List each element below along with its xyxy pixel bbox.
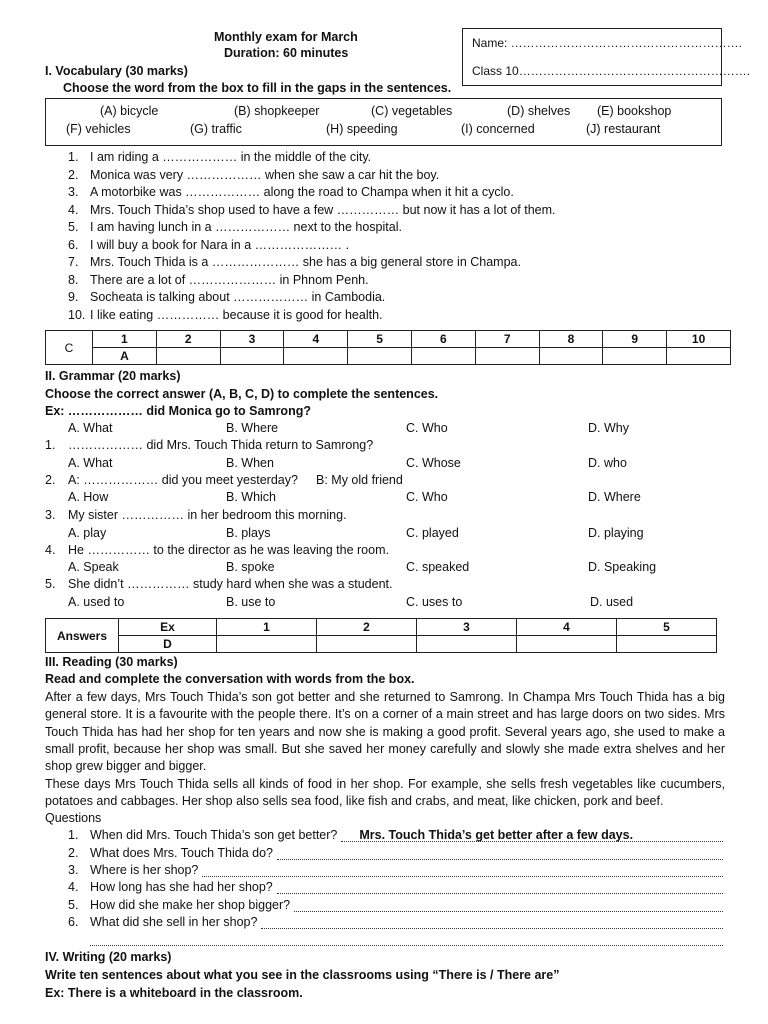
answer-number: 3 <box>417 619 517 636</box>
reading-paragraph-1: After a few days, Mrs Touch Thida’s son got better and she returned to Samrong. In Champa Mrs Touch Thida has a big general store. It is a favourite with the people there. It’s on a corner of a main street and has large doors on two sides. Mrs Touch Thida has had her shop for ten years and now she is making a good profit. Several years ago, she used to make a small profit, because her shop was small. But she saved her money carefully and slowly she made extra shelves and her shop grew bigger and bigger. <box>45 690 725 774</box>
vocab-sentence: 9. Socheata is talking about ……………… in Cambodia. <box>68 290 386 304</box>
answer-cell[interactable] <box>217 636 317 653</box>
choice-a[interactable]: A. used to <box>68 595 125 609</box>
grammar-question: 3. My sister …………… in her bedroom this morning. <box>45 508 347 522</box>
answer-number: 6 <box>411 331 475 348</box>
choice-a[interactable]: A. What <box>68 456 113 470</box>
choice-d[interactable]: D. used <box>590 595 634 609</box>
reading-question: 5. How did she make her shop bigger? <box>68 898 723 912</box>
writing-instruction: Write ten sentences about what you see in the classrooms using “There is / There are” <box>45 968 560 982</box>
answer-number: 8 <box>539 331 603 348</box>
answer-line[interactable] <box>202 863 723 877</box>
answer-line[interactable] <box>294 898 723 912</box>
choice-b[interactable]: B. spoke <box>226 560 275 574</box>
answers-label: Answers <box>46 619 119 653</box>
choice-b: B. Where <box>226 421 279 435</box>
reading-question: 2. What does Mrs. Touch Thida do? <box>68 846 723 860</box>
answer-line[interactable] <box>261 915 723 929</box>
choice-d[interactable]: D. Speaking <box>588 560 657 574</box>
vocab-sentence: 2. Monica was very ……………… when she saw a car hit the boy. <box>68 167 440 182</box>
grammar-example: Ex: ……………… did Monica go to Samrong? <box>45 404 311 418</box>
choice-b[interactable]: B. plays <box>226 526 271 540</box>
choice-a[interactable]: A. Speak <box>68 560 119 574</box>
grammar-question: 4. He …………… to the director as he was leaving the room. <box>45 543 389 557</box>
answer-number: 9 <box>603 331 667 348</box>
grammar-question: 1. ……………… did Mrs. Touch Thida return to Samrong? <box>45 438 374 452</box>
choice-c[interactable]: C. speaked <box>406 560 470 574</box>
reading-question: 4. How long has she had her shop? <box>68 880 723 894</box>
answer-cell[interactable]: A <box>93 348 157 365</box>
word-option: (A) bicycle <box>100 104 159 118</box>
choice-b[interactable]: B. Which <box>226 490 277 504</box>
writing-example: Ex: There is a whiteboard in the classroom. <box>45 986 303 1000</box>
choice-a[interactable]: A. play <box>68 526 107 540</box>
answer-cell[interactable] <box>411 348 475 365</box>
grammar-question: 2. A: ……………… did you meet yesterday? <box>45 473 298 487</box>
word-option: (D) shelves <box>507 104 571 118</box>
answer-cell[interactable] <box>617 636 717 653</box>
vocab-sentence: 4. Mrs. Touch Thida’s shop used to have a few …………… but now it has a lot of them. <box>68 202 556 217</box>
choice-a: A. What <box>68 421 113 435</box>
vocab-sentence: 1. I am riding a ……………… in the middle of the city. <box>68 150 372 164</box>
answer-number: 5 <box>348 331 412 348</box>
word-option: (E) bookshop <box>597 104 672 118</box>
answer-number: 1 <box>93 331 157 348</box>
answer-cell[interactable] <box>475 348 539 365</box>
answer-cell[interactable] <box>417 636 517 653</box>
word-option: (C) vegetables <box>371 104 453 118</box>
word-option: (B) shopkeeper <box>234 104 320 118</box>
choice-b[interactable]: B. use to <box>226 595 276 609</box>
choice-c[interactable]: C. Whose <box>406 456 461 470</box>
reading-heading: III. Reading (30 marks) <box>45 655 178 669</box>
answer-line[interactable] <box>277 880 723 894</box>
vocab-sentence: 7. Mrs. Touch Thida is a ………………… she has a big general store in Champa. <box>68 255 521 269</box>
reading-instruction: Read and complete the conversation with words from the box. <box>45 672 415 686</box>
vocab-sentence: 5. I am having lunch in a ……………… next to the hospital. <box>68 220 402 234</box>
answer-number: 2 <box>317 619 417 636</box>
row-label: C <box>46 331 93 365</box>
answer-number: Ex <box>119 619 217 636</box>
grammar-question-response: B: My old friend <box>316 473 403 487</box>
vocab-answer-table <box>45 330 731 365</box>
answer-cell[interactable] <box>517 636 617 653</box>
exam-title: Monthly exam for March <box>214 30 358 44</box>
reading-question: 1. When did Mrs. Touch Thida’s son get better? Mrs. Touch Thida’s get better after a few days. <box>68 828 723 842</box>
word-option: (F) vehicles <box>66 122 131 136</box>
answer-number: 2 <box>156 331 220 348</box>
word-option: (J) restaurant <box>586 122 661 136</box>
answer-cell[interactable]: D <box>119 636 217 653</box>
choice-b[interactable]: B. When <box>226 456 274 470</box>
answer-cell[interactable] <box>317 636 417 653</box>
choice-d[interactable]: D. playing <box>588 526 644 540</box>
answer-line[interactable] <box>277 846 723 860</box>
answer-cell[interactable] <box>348 348 412 365</box>
choice-c: C. Who <box>406 421 448 435</box>
word-option: (H) speeding <box>326 122 398 136</box>
answer-line-extra[interactable] <box>90 932 723 946</box>
answer-number: 5 <box>617 619 717 636</box>
answer-cell[interactable] <box>667 348 731 365</box>
exam-duration: Duration: 60 minutes <box>224 46 349 60</box>
answer-cell[interactable] <box>156 348 220 365</box>
grammar-answer-table <box>45 618 717 653</box>
class-field[interactable]: Class 10…………………………………………………. <box>472 64 751 78</box>
grammar-instruction: Choose the correct answer (A, B, C, D) to complete the sentences. <box>45 387 439 401</box>
choice-a[interactable]: A. How <box>68 490 109 504</box>
reading-question: 3. Where is her shop? <box>68 863 723 877</box>
answer-number: 4 <box>284 331 348 348</box>
vocab-sentence: 8. There are a lot of ………………… in Phnom Penh. <box>68 272 369 287</box>
choice-d[interactable]: D. Where <box>588 490 641 504</box>
answer-cell[interactable] <box>603 348 667 365</box>
choice-d: D. Why <box>588 421 629 435</box>
vocab-sentence: 6. I will buy a book for Nara in a ………………… . <box>68 237 350 252</box>
answer-number: 3 <box>220 331 284 348</box>
reading-question: 6. What did she sell in her shop? <box>68 915 723 929</box>
answer-line[interactable]: Mrs. Touch Thida’s get better after a few days. <box>341 828 723 842</box>
answer-number: 7 <box>475 331 539 348</box>
choice-c[interactable]: C. played <box>406 526 459 540</box>
word-option: (G) traffic <box>190 122 242 136</box>
answer-number: 10 <box>667 331 731 348</box>
choice-d[interactable]: D. who <box>588 456 627 470</box>
grammar-heading: II. Grammar (20 marks) <box>45 369 181 383</box>
choice-c[interactable]: C. Who <box>406 490 448 504</box>
answer-cell[interactable] <box>539 348 603 365</box>
answer-cell[interactable] <box>220 348 284 365</box>
writing-heading: IV. Writing (20 marks) <box>45 950 172 964</box>
name-field[interactable]: Name: …………………………………………………. <box>472 36 743 50</box>
choice-c[interactable]: C. uses to <box>406 595 463 609</box>
questions-label: Questions <box>45 811 102 825</box>
word-option: (I) concerned <box>461 122 535 136</box>
vocab-sentence: 3. A motorbike was ……………… along the road to Champa when it hit a cyclo. <box>68 185 514 199</box>
vocab-sentence: 10. I like eating …………… because it is good for health. <box>68 307 383 322</box>
answer-cell[interactable] <box>284 348 348 365</box>
answer-number: 1 <box>217 619 317 636</box>
reading-paragraph-2: These days Mrs Touch Thida sells all kinds of food in her shop. For example, she sells fresh vegetables like cucumbers, potatoes and cabbages. Her shop also sells sea food, like fish and crabs, and meat, like chicken, pork and beef. <box>45 777 725 809</box>
grammar-question: 5. She didn’t …………… study hard when she was a student. <box>45 577 393 591</box>
answer-number: 4 <box>517 619 617 636</box>
vocab-heading: I. Vocabulary (30 marks) <box>45 64 188 78</box>
vocab-instruction: Choose the word from the box to fill in the gaps in the sentences. <box>63 81 452 95</box>
